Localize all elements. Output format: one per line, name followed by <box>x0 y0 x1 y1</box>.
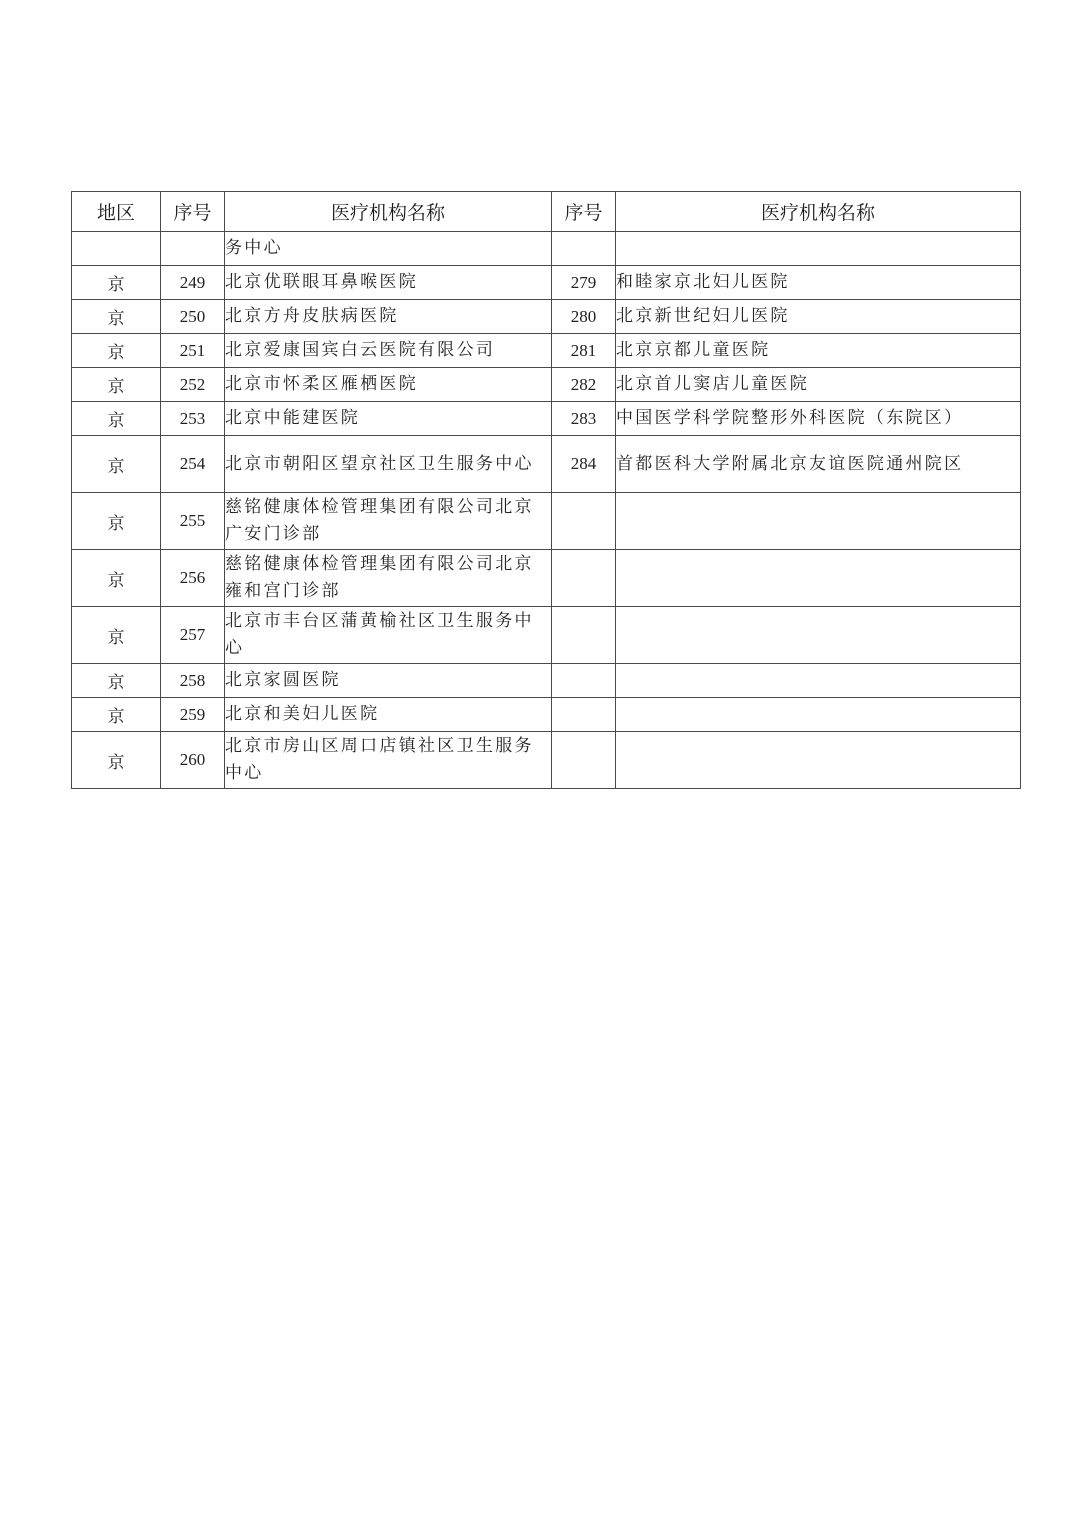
name-cell-right: 和睦家京北妇儿医院 <box>616 266 1021 300</box>
region-cell: 京 <box>72 436 161 493</box>
seq-cell-right: 279 <box>552 266 616 300</box>
name-cell-right: 中国医学科学院整形外科医院（东院区） <box>616 402 1021 436</box>
region-cell: 京 <box>72 698 161 732</box>
region-cell: 京 <box>72 334 161 368</box>
name-cell-right <box>616 493 1021 550</box>
seq-cell-right: 283 <box>552 402 616 436</box>
region-cell: 京 <box>72 266 161 300</box>
table-row <box>72 300 1021 334</box>
seq-cell-right <box>552 664 616 698</box>
seq-cell-left: 251 <box>161 334 225 368</box>
header-seq-right: 序号 <box>552 192 616 232</box>
table-row <box>72 232 1021 266</box>
region-cell: 京 <box>72 402 161 436</box>
table-header-row <box>72 192 1021 232</box>
header-seq-left: 序号 <box>161 192 225 232</box>
name-cell-left: 北京市房山区周口店镇社区卫生服务中心 <box>225 732 552 789</box>
seq-cell-left: 249 <box>161 266 225 300</box>
name-cell-right <box>616 607 1021 664</box>
name-cell-right <box>616 664 1021 698</box>
region-cell: 京 <box>72 664 161 698</box>
seq-cell-left: 255 <box>161 493 225 550</box>
seq-cell-left: 253 <box>161 402 225 436</box>
table-row <box>72 698 1021 732</box>
table-row <box>72 550 1021 607</box>
table-row <box>72 436 1021 493</box>
seq-cell-left: 250 <box>161 300 225 334</box>
region-cell: 京 <box>72 493 161 550</box>
seq-cell-left: 259 <box>161 698 225 732</box>
seq-cell-right <box>552 493 616 550</box>
name-cell-left: 北京中能建医院 <box>225 402 552 436</box>
region-cell: 京 <box>72 368 161 402</box>
header-name-left: 医疗机构名称 <box>225 192 552 232</box>
table-row <box>72 664 1021 698</box>
seq-cell-right <box>552 607 616 664</box>
name-cell-right <box>616 698 1021 732</box>
seq-cell-right: 281 <box>552 334 616 368</box>
region-cell <box>72 232 161 266</box>
name-cell-left: 北京市怀柔区雁栖医院 <box>225 368 552 402</box>
seq-cell-left: 256 <box>161 550 225 607</box>
name-cell-left: 慈铭健康体检管理集团有限公司北京雍和宫门诊部 <box>225 550 552 607</box>
name-cell-left: 北京方舟皮肤病医院 <box>225 300 552 334</box>
name-cell-left: 务中心 <box>225 232 552 266</box>
name-cell-right: 北京京都儿童医院 <box>616 334 1021 368</box>
region-cell: 京 <box>72 607 161 664</box>
seq-cell-left: 257 <box>161 607 225 664</box>
table-row <box>72 493 1021 550</box>
seq-cell-right <box>552 550 616 607</box>
seq-cell-right: 280 <box>552 300 616 334</box>
table-row <box>72 266 1021 300</box>
seq-cell-left <box>161 232 225 266</box>
region-cell: 京 <box>72 732 161 789</box>
seq-cell-right <box>552 732 616 789</box>
seq-cell-right <box>552 232 616 266</box>
table-row <box>72 607 1021 664</box>
seq-cell-left: 260 <box>161 732 225 789</box>
region-cell: 京 <box>72 550 161 607</box>
name-cell-left: 慈铭健康体检管理集团有限公司北京广安门诊部 <box>225 493 552 550</box>
seq-cell-right <box>552 698 616 732</box>
name-cell-right <box>616 550 1021 607</box>
header-region: 地区 <box>72 192 161 232</box>
table-row <box>72 732 1021 789</box>
table-row <box>72 368 1021 402</box>
name-cell-left: 北京家圆医院 <box>225 664 552 698</box>
region-cell: 京 <box>72 300 161 334</box>
name-cell-left: 北京市丰台区蒲黄榆社区卫生服务中心 <box>225 607 552 664</box>
seq-cell-right: 284 <box>552 436 616 493</box>
name-cell-left: 北京市朝阳区望京社区卫生服务中心 <box>225 436 552 493</box>
table-row <box>72 334 1021 368</box>
seq-cell-left: 258 <box>161 664 225 698</box>
hospital-list-table <box>71 191 1021 789</box>
name-cell-right: 北京首儿窦店儿童医院 <box>616 368 1021 402</box>
name-cell-left: 北京爱康国宾白云医院有限公司 <box>225 334 552 368</box>
seq-cell-right: 282 <box>552 368 616 402</box>
name-cell-left: 北京优联眼耳鼻喉医院 <box>225 266 552 300</box>
name-cell-right <box>616 232 1021 266</box>
name-cell-right: 首都医科大学附属北京友谊医院通州院区 <box>616 436 1021 493</box>
seq-cell-left: 252 <box>161 368 225 402</box>
seq-cell-left: 254 <box>161 436 225 493</box>
name-cell-right: 北京新世纪妇儿医院 <box>616 300 1021 334</box>
name-cell-right <box>616 732 1021 789</box>
table-row <box>72 402 1021 436</box>
header-name-right: 医疗机构名称 <box>616 192 1021 232</box>
name-cell-left: 北京和美妇儿医院 <box>225 698 552 732</box>
